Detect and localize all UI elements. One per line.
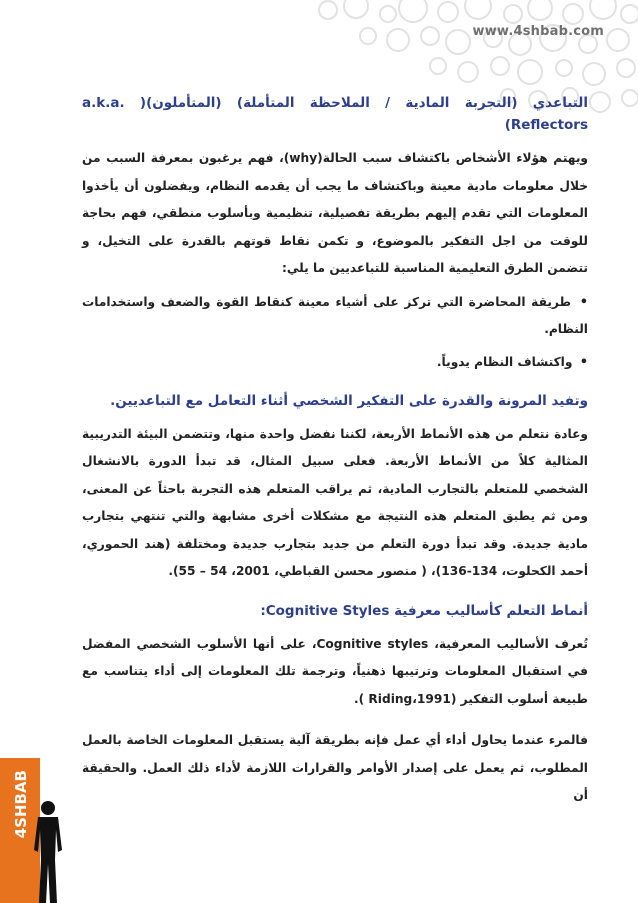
paragraph-learning-cycle: وعادة نتعلم من هذه الأنماط الأربعة، لكننا نفضل واحدة منها، وتتضمن البيئة التدريبية المثالية كلاً من الأنماط الأربعة. فعلى سبيل المثال، قد تبدأ الدورة بالانشغال الشخصي للمتعلم بالتجارب المادية، ثم يراقب المتعلم هذه التجربة باحثاً عن المعنى، ومن ثم يطبق المتعلم هذه النتيجة مع مشكلات أخرى مشابهة والتي تنتهي بتجارب مادية جديدة. وقد تبدأ دورة التعلم من جديد بتجارب جديدة ومختلفة (هند الحموري، أحمد الكحلوت، 134-136)، ( منصور محسن القباطي، 2001، 54 – 55). — [82, 426, 588, 578]
site-url: www.4shbab.com — [472, 24, 604, 39]
paragraph-divergers: ويهتم هؤلاء الأشخاص باكتشاف سبب الحالة(why)، فهم يرغبون بمعرفة السبب من خلال معلومات مادية معينة وباكتشاف ما يجب أن يقدمه النظام، ويفضلون أن يأخذوا المعلومات التي تقدم إليهم بطريقة تفصيلية، تنظيمية وبأسلوب منطقي، فهم بحاجة للوقت من اجل التفكير بالموضوع، و تكمن نقاط قوتهم بالقدرة على التخيل، و تتضمن الطرق التعليمية المناسبة للتباعديين ما يلي: — [82, 151, 588, 275]
paragraph-cognitive-styles: تُعرف الأساليب المعرفية، Cognitive styles، على أنها الأسلوب الشخصي المفضل في استقبال المعلومات وترتيبها ذهنياً، وترجمة تلك المعلومات إلى أداء يتناسب مع طبيعة أسلوب التفكير (Riding،1991 ). — [82, 636, 588, 706]
paragraph-task-performance: فالمرء عندما يحاول أداء أي عمل فإنه بطريقة آلية يستقبل المعلومات الخاصة بالعمل المطلوب، ثم يعمل على إصدار الأوامر والقرارات اللازمة لأداء ذلك العمل. والحقيقة أن — [82, 733, 588, 802]
document-body — [82, 92, 588, 810]
person-silhouette-icon — [28, 800, 68, 903]
bullet-icon: • — [579, 294, 589, 310]
bullet-item — [82, 349, 588, 376]
bullet-text: واكتشاف النظام يدوياً. — [436, 354, 573, 369]
section-heading-cognitive-styles: أنماط التعلم كأساليب معرفية Cognitive Styles: — [260, 602, 588, 619]
bullet-item — [82, 289, 588, 343]
section-heading-flexibility: وتفيد المرونة والقدرة على التفكير الشخصي أثناء التعامل مع التباعديين. — [110, 392, 588, 409]
bullet-text: طريقة المحاضرة التي تركز على أشياء معينة كنقاط القوة والضعف واستخدامات النظام. — [82, 294, 588, 336]
brand-label: 4SHBAB — [12, 770, 30, 839]
section-heading-divergers: التباعدي (التجربة المادية / الملاحظة المتأملة) (المتأملون)( a.k.a. Reflectors) — [82, 95, 588, 133]
bullet-icon: • — [579, 354, 588, 370]
